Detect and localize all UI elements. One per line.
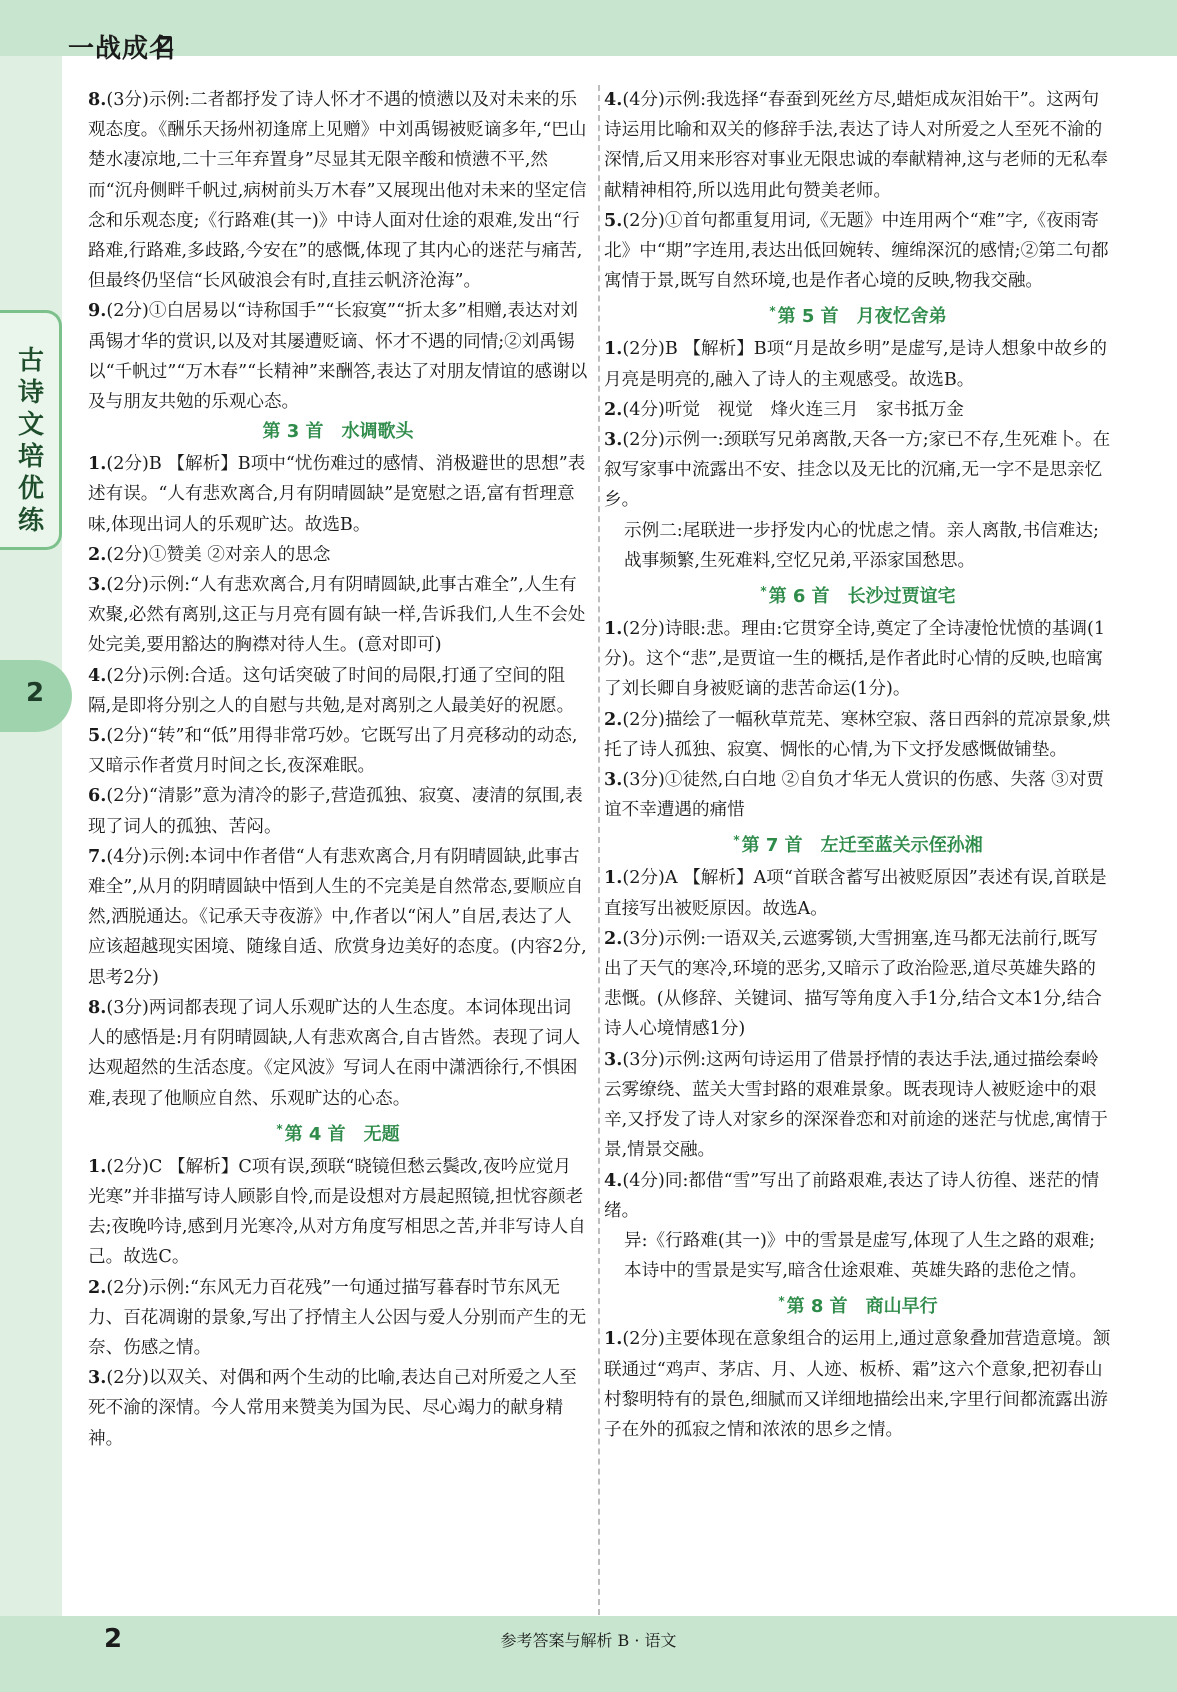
- item-number: 4.: [604, 1169, 623, 1191]
- item-text: 示例二:尾联进一步抒发内心的忧虑之情。亲人离散,书信难达;战事频繁,生死难料,空忆兄弟,平添家国愁思。: [624, 520, 1099, 571]
- right-column: [604, 85, 1112, 1445]
- item-number: 2.: [604, 398, 623, 420]
- answer-item: [604, 924, 1112, 1045]
- item-text: (2分)“清影”意为清冷的影子,营造孤独、寂寞、凄清的氛围,表现了词人的孤独、苦闷。: [88, 786, 583, 837]
- answer-item: [604, 425, 1112, 516]
- answer-item: [604, 85, 1112, 206]
- item-text: (2分)C 【解析】C项有误,颈联“晓镜但愁云鬓改,夜吟应觉月光寒”并非描写诗人顾影自怜,而是设想对方晨起照镜,担忧容颜老去;夜晚吟诗,感到月光寒冷,从对方角度写相思之苦,并非写诗人自己。故选C。: [88, 1156, 586, 1268]
- item-text: (2分)示例:“东风无力百花残”一句通过描写暮春时节东风无力、百花凋谢的景象,写出了抒情主人公因与爱人分别而产生的无奈、伤感之情。: [88, 1277, 587, 1358]
- item-number: 6.: [88, 785, 107, 807]
- section-heading: [604, 1286, 1112, 1322]
- item-number: 1.: [88, 453, 107, 475]
- item-number: 2.: [604, 927, 623, 949]
- item-number: 1.: [604, 1328, 623, 1350]
- item-text: (4分)示例:我选择“春蚕到死丝方尽,蜡炬成灰泪始干”。这两句诗运用比喻和双关的修辞手法,表达了诗人对所爱之人至死不渝的深情,后又用来形容对事业无限忠诚的奉献精神,这与老师的无私奉献精神相符,所以选用此句赞美老师。: [604, 90, 1108, 201]
- item-text: (2分)“转”和“低”用得非常巧妙。它既写出了月亮移动的动态,又暗示作者赏月时间之长,夜深难眠。: [88, 726, 578, 777]
- section-heading-text: 第 4 首 无题: [284, 1123, 400, 1145]
- footer-caption: 参考答案与解析 B · 语文: [500, 1631, 677, 1650]
- header-band: [0, 0, 1177, 56]
- item-text: (2分)示例一:颈联写兄弟离散,天各一方;家已不存,生死难卜。在叙写家事中流露出不安、挂念以及无比的沉痛,无一字不是思亲忆乡。: [604, 430, 1111, 511]
- section-heading: [604, 825, 1112, 861]
- section-heading: [604, 296, 1112, 332]
- answer-item: [604, 863, 1112, 923]
- item-number: 5.: [604, 209, 623, 231]
- answer-item: [88, 1152, 588, 1273]
- item-number: 3.: [604, 1048, 623, 1070]
- item-text: (2分)主要体现在意象组合的运用上,通过意象叠加营造意境。颔联通过“鸡声、茅店、月、人迹、板桥、霜”这六个意象,把初春山村黎明特有的景色,细腻而又详细地描绘出来,字里行间都流露出游子在外的孤寂之情和浓浓的思乡之情。: [604, 1329, 1111, 1440]
- answer-item: [604, 516, 1112, 576]
- star-mark-icon: *: [778, 1294, 785, 1309]
- section-heading: [88, 417, 588, 447]
- item-number: 4.: [88, 664, 107, 686]
- star-mark-icon: *: [760, 584, 767, 599]
- item-text: (4分)示例:本词中作者借“人有悲欢离合,月有阴晴圆缺,此事古难全”,从月的阴晴圆缺中悟到人生的不完美是自然常态,要顺应自然,洒脱通达。《记承天寺夜游》中,作者以“闲人”自居,表达了人应该超越现实困境、随缘自适、欣赏身边美好的态度。(内容2分,思考2分): [88, 846, 587, 988]
- item-text: (2分)描绘了一幅秋草荒芜、寒林空寂、落日西斜的荒凉景象,烘托了诗人孤独、寂寞、惆怅的心情,为下文抒发感慨做铺垫。: [604, 709, 1111, 760]
- answer-item: [88, 842, 588, 993]
- item-text: (2分)示例:“人有悲欢离合,月有阴晴圆缺,此事古难全”,人生有欢聚,必然有离别,这正与月亮有圆有缺一样,告诉我们,人生不会处处完美,要用豁达的胸襟对待人生。(意对即可): [88, 575, 586, 656]
- item-text: (2分)A 【解析】A项“首联含蓄写出被贬原因”表述有误,首联是直接写出被贬原因。故选A。: [604, 868, 1107, 919]
- side-strip: [0, 56, 62, 1616]
- item-number: 5.: [88, 725, 107, 747]
- item-text: (2分)以双关、对偶和两个生动的比喻,表达自己对所爱之人至死不渝的深情。今人常用来赞美为国为民、尽心竭力的献身精神。: [88, 1368, 577, 1449]
- answer-item: [88, 661, 588, 721]
- answer-item: [604, 1226, 1112, 1286]
- answer-item: [604, 1166, 1112, 1226]
- answer-item: [604, 334, 1112, 394]
- item-number: 9.: [88, 300, 107, 322]
- section-heading-text: 第 3 首 水调歌头: [262, 421, 414, 443]
- left-column: [88, 85, 588, 1454]
- item-number: 1.: [604, 618, 623, 640]
- answer-item: [88, 540, 588, 570]
- section-heading-text: 第 5 首 月夜忆舍弟: [777, 306, 947, 328]
- answer-item: [88, 1363, 588, 1454]
- item-number: 8.: [88, 996, 107, 1018]
- answer-item: [88, 570, 588, 661]
- item-number: 2.: [604, 708, 623, 730]
- section-heading: [604, 576, 1112, 612]
- item-number: 4.: [604, 89, 623, 110]
- star-mark-icon: *: [769, 304, 776, 319]
- item-text: (2分)①白居易以“诗称国手”“长寂寞”“折太多”相赠,表达对刘禹锡才华的赏识,以及对其屡遭贬谪、怀才不遇的同情;②刘禹锡以“千帆过”“万木春”“长精神”来酬答,表达了对朋友情谊的感谢以及与朋友共勉的乐观心态。: [88, 301, 588, 413]
- item-text: 异:《行路难(其一)》中的雪景是虚写,体现了人生之路的艰难;本诗中的雪景是实写,暗含仕途艰难、英雄失路的悲伧之情。: [624, 1230, 1096, 1282]
- item-number: 2.: [88, 543, 107, 565]
- answer-item: [604, 614, 1112, 705]
- star-mark-icon: *: [733, 833, 740, 848]
- page-tab-label: 2: [26, 678, 45, 708]
- item-text: (3分)示例:一语双关,云遮雾锁,大雪拥塞,连马都无法前行,既写出了天气的寒冷,环境的恶劣,又暗示了政治险恶,道尽英雄失路的悲慨。(从修辞、关键词、描写等角度入手1分,结合文本1分,结合诗人心境情感1分): [604, 928, 1102, 1040]
- item-number: 1.: [604, 867, 623, 889]
- answer-item: [604, 765, 1112, 825]
- item-text: (3分)①徒然,白白地 ②自负才华无人赏识的伤感、失落 ③对贾谊不幸遭遇的痛惜: [604, 770, 1104, 821]
- section-heading-text: 第 7 首 左迁至蓝关示侄孙湘: [741, 835, 983, 857]
- item-text: (4分)听觉 视觉 烽火连三月 家书抵万金: [622, 399, 964, 420]
- answer-item: [604, 1045, 1112, 1166]
- item-text: (2分)①首句都重复用词,《无题》中连用两个“难”字,《夜雨寄北》中“期”字连用,表达出低回婉转、缠绵深沉的感情;②第二句都寓情于景,既写自然环境,也是作者心境的反映,物我交融。: [604, 210, 1109, 292]
- item-text: (4分)同:都借“雪”写出了前路艰难,表达了诗人彷徨、迷茫的情绪。: [604, 1170, 1100, 1221]
- item-number: 7.: [88, 845, 107, 867]
- footer-page-number: 2: [104, 1624, 123, 1654]
- section-label: 古诗文培优练: [17, 346, 44, 536]
- item-number: 3.: [88, 574, 107, 596]
- item-number: 3.: [604, 769, 623, 791]
- item-number: 1.: [88, 1155, 107, 1177]
- answer-item: [604, 705, 1112, 765]
- section-heading: [88, 1114, 588, 1150]
- answer-item: [88, 85, 588, 296]
- answer-item: [88, 449, 588, 540]
- answer-item: [604, 395, 1112, 425]
- brand-icon: [158, 36, 172, 52]
- item-text: (2分)示例:合适。这句话突破了时间的局限,打通了空间的阻隔,是即将分别之人的自慰与共勉,是对离别之人最美好的祝愿。: [88, 665, 575, 716]
- item-text: (2分)B 【解析】B项中“忧伤难过的感情、消极避世的思想”表述有误。“人有悲欢离合,月有阴晴圆缺”是宽慰之语,富有哲理意味,体现出词人的乐观旷达。故选B。: [88, 454, 586, 535]
- answer-item: [88, 721, 588, 781]
- answer-item: [604, 1324, 1112, 1445]
- section-heading-text: 第 8 首 商山早行: [786, 1296, 938, 1318]
- item-number: 8.: [88, 89, 107, 110]
- answer-item: [88, 1273, 588, 1364]
- item-number: 2.: [88, 1276, 107, 1298]
- brand-logo: 一战成名: [68, 34, 177, 64]
- item-number: 3.: [604, 429, 623, 451]
- item-text: (3分)示例:这两句诗运用了借景抒情的表达手法,通过描绘秦岭云雾缭绕、蓝关大雪封路的艰难景象。既表现诗人被贬途中的艰辛,又抒发了诗人对家乡的深深眷恋和对前途的迷茫与忧虑,寓情于景,情景交融。: [604, 1049, 1108, 1161]
- answer-item: [88, 993, 588, 1114]
- item-text: (3分)两词都表现了词人乐观旷达的人生态度。本词体现出词人的感悟是:月有阴晴圆缺,人有悲欢离合,自古皆然。表现了词人达观超然的生活态度。《定风波》写词人在雨中潇洒徐行,不惧困难,表现了他顺应自然、乐观旷达的心态。: [88, 997, 581, 1109]
- item-text: (2分)①赞美 ②对亲人的思念: [106, 544, 331, 565]
- answer-item: [88, 296, 588, 417]
- star-mark-icon: *: [276, 1121, 283, 1136]
- item-text: (3分)示例:二者都抒发了诗人怀才不遇的愤懑以及对未来的乐观态度。《酬乐天扬州初逢席上见赠》中刘禹锡被贬谪多年,“巴山楚水凄凉地,二十三年弃置身”尽显其无限辛酸和愤懑不平,然而“沉舟侧畔千帆过,病树前头万木春”又展现出他对未来的坚定信念和乐观态度;《行路难(其一)》中诗人面对仕途的艰难,发出“行路难,行路难,多歧路,今安在”的感慨,体现了其内心的迷茫与痛苦,但最终仍坚信“长风破浪会有时,直挂云帆济沧海”。: [88, 90, 587, 292]
- answer-item: [88, 781, 588, 841]
- item-text: (2分)诗眼:悲。理由:它贯穿全诗,奠定了全诗凄怆忧愤的基调(1分)。这个“悲”,是贾谊一生的概括,是作者此时心情的反映,也暗寓了刘长卿自身被贬谪的悲苦命运(1分)。: [604, 619, 1106, 700]
- section-heading-text: 第 6 首 长沙过贾谊宅: [768, 586, 956, 608]
- column-divider: [598, 85, 600, 1625]
- item-number: 1.: [604, 338, 623, 360]
- item-number: 3.: [88, 1367, 107, 1389]
- item-text: (2分)B 【解析】B项“月是故乡明”是虚写,是诗人想象中故乡的月亮是明亮的,融入了诗人的主观感受。故选B。: [604, 339, 1107, 390]
- answer-item: [604, 206, 1112, 297]
